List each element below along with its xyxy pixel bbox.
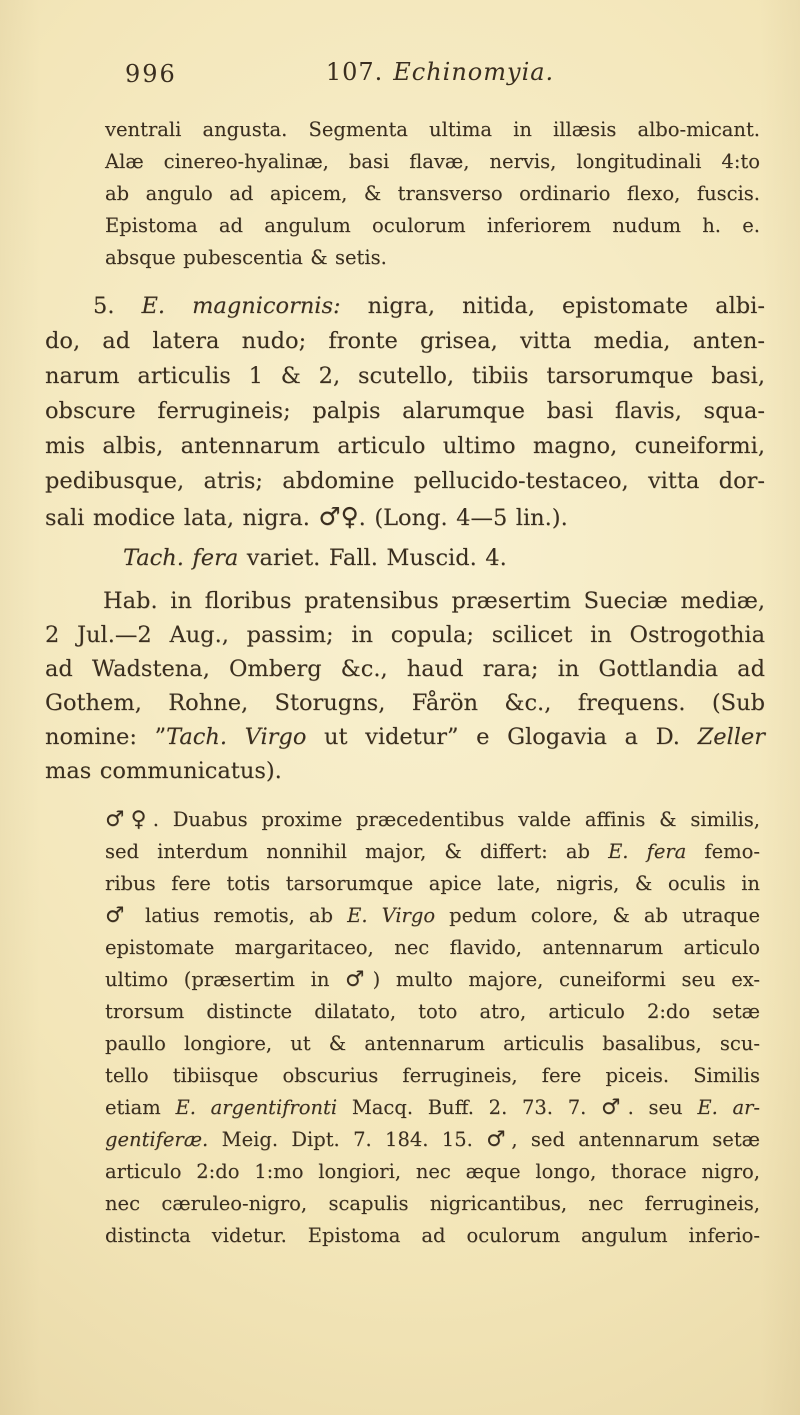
text-line [105,1220,760,1252]
text-line [105,1188,760,1220]
text-segment: 2 Jul.—2 Aug., passim; in copula; scilicet in Ostrogothia [45,622,765,648]
text-line [45,394,765,429]
text-segment: mas communicatus). [45,758,282,784]
text-segment: Macq. Buff. 2. 73. 7. [337,1096,602,1119]
text-segment: epistomate margaritaceo, nec flavido, antennarum articulo [105,936,760,959]
text-segment: variet. Fall. Muscid. 4. [238,545,507,571]
sex-symbol: ♂♀ [105,807,153,832]
text-segment: ad Wadstena, Omberg &c., haud rara; in Gottlandia ad [45,656,765,682]
text-segment: etiam [105,1096,176,1119]
text-segment: Meig. Dipt. 7. 184. 15. [208,1128,487,1151]
paragraph-synonym-reference [123,541,765,576]
text-line [105,804,760,836]
sex-symbol: ♂ [105,903,131,928]
text-segment: E. magnicornis: [141,293,341,319]
text-segment: paullo longiore, ut & antennarum articulis basalibus, scu- [105,1032,760,1055]
text-line [105,114,760,146]
text-segment: nigra, nitida, epistomate albi- [340,293,765,319]
text-segment: absque pubescentia & setis. [105,246,387,269]
text-segment: . seu [627,1096,698,1119]
text-segment: obscure ferrugineis; palpis alarumque basi flavis, squa- [45,398,765,424]
text-line [105,210,760,242]
text-line [45,499,765,536]
paragraph-habitat [45,584,765,788]
text-segment: pedum colore, & ab utraque [435,904,760,927]
text-line [45,584,765,618]
text-segment: Alæ cinereo-hyalinæ, basi flavæ, nervis, longitudinali 4:to [105,150,760,173]
text-segment: narum articulis 1 & 2, scutello, tibiis tarsorumque basi, [45,363,765,389]
text-segment: latius remotis, ab [130,904,348,927]
text-segment: ut videtur” e Glogavia a D. [306,724,698,750]
text-line [105,1028,760,1060]
text-line [105,1156,760,1188]
running-title [326,58,554,86]
sex-symbol: ♂ [345,967,373,992]
text-line [45,464,765,499]
running-title-genus: Echinomyia. [393,58,555,86]
text-line [123,541,765,576]
text-line [45,686,765,720]
sex-symbol: ♂ [601,1095,628,1120]
text-line [45,720,765,754]
text-segment: , sed antennarum setæ [511,1128,760,1151]
text-segment: trorsum distincte dilatato, toto atro, articulo 2:do setæ [105,1000,760,1023]
text-segment: ) multo majore, cuneiformi seu ex- [372,968,760,991]
paragraph-species-description [45,289,765,536]
text-line [45,652,765,686]
text-line [105,900,760,932]
text-segment: pedibusque, atris; abdomine pellucido-testaceo, vitta dor- [45,468,765,494]
sex-symbol: ♂ [486,1127,512,1152]
sex-symbol: ♂♀ [318,502,359,531]
text-segment: Gothem, Rohne, Storugns, Fårön &c., frequens. (Sub [45,690,765,716]
running-title-number: 107. [325,58,384,86]
text-segment: E. argentifronti [175,1096,338,1119]
text-segment: Hab. in floribus pratensibus præsertim Sueciæ mediæ, [103,588,765,614]
text-line [105,836,760,868]
text-segment: ribus fere totis tarsorumque apice late, nigris, & oculis in [105,872,760,895]
text-segment: E. ar- [697,1096,761,1119]
text-segment: mis albis, antennarum articulo ultimo magno, cuneiformi, [45,433,765,459]
text-segment: distincta videtur. Epistoma ad oculorum angulum inferio- [105,1224,760,1247]
text-line [105,178,760,210]
text-segment: E. Virgo [347,904,436,927]
text-segment: nec cæruleo-nigro, scapulis nigricantibus, nec ferrugineis, [105,1192,760,1215]
text-segment: Zeller [697,724,765,750]
text-segment: sed interdum nonnihil major, & differt: ab [105,840,609,863]
text-segment: Tach. fera [123,545,239,571]
text-segment: articulo 2:do 1:mo longiori, nec æque longo, thorace nigro, [105,1160,760,1183]
text-line [105,996,760,1028]
text-line [45,289,765,324]
text-segment: do, ad latera nudo; fronte grisea, vitta media, anten- [45,328,765,354]
text-line [105,1060,760,1092]
text-line [45,359,765,394]
text-line [105,932,760,964]
text-segment: ventrali angusta. Segmenta ultima in illæsis albo-micant. [105,118,760,141]
text-segment: Tach. Virgo [166,724,307,750]
text-line [45,754,765,788]
paragraph-continuation [105,114,760,274]
text-line [105,1092,760,1124]
text-line [45,324,765,359]
text-line [105,868,760,900]
paragraph-observation [105,804,760,1252]
text-line [105,964,760,996]
text-segment: gentiferæ. [105,1128,209,1151]
text-segment: sali modice lata, nigra. [45,505,319,531]
text-segment: nomine: ” [45,724,167,750]
text-segment: E. fera [608,840,687,863]
text-segment: . Duabus proxime præcedentibus valde affinis & similis, [152,808,760,831]
text-segment: ab angulo ad apicem, & transverso ordinario flexo, fuscis. [105,182,760,205]
text-segment: 5. [93,293,142,319]
text-line [105,146,760,178]
text-line [45,618,765,652]
text-segment: tello tibiisque obscurius ferrugineis, fere piceis. Similis [105,1064,760,1087]
text-segment: ultimo (præsertim in [105,968,346,991]
text-line [105,242,760,274]
page-number: 996 [125,60,177,88]
text-segment: Epistoma ad angulum oculorum inferiorem nudum h. e. [105,214,760,237]
text-line [45,429,765,464]
text-segment: femo- [686,840,760,863]
text-line [105,1124,760,1156]
page-content [45,114,765,1252]
text-segment: . (Long. 4—5 lin.). [358,505,568,531]
